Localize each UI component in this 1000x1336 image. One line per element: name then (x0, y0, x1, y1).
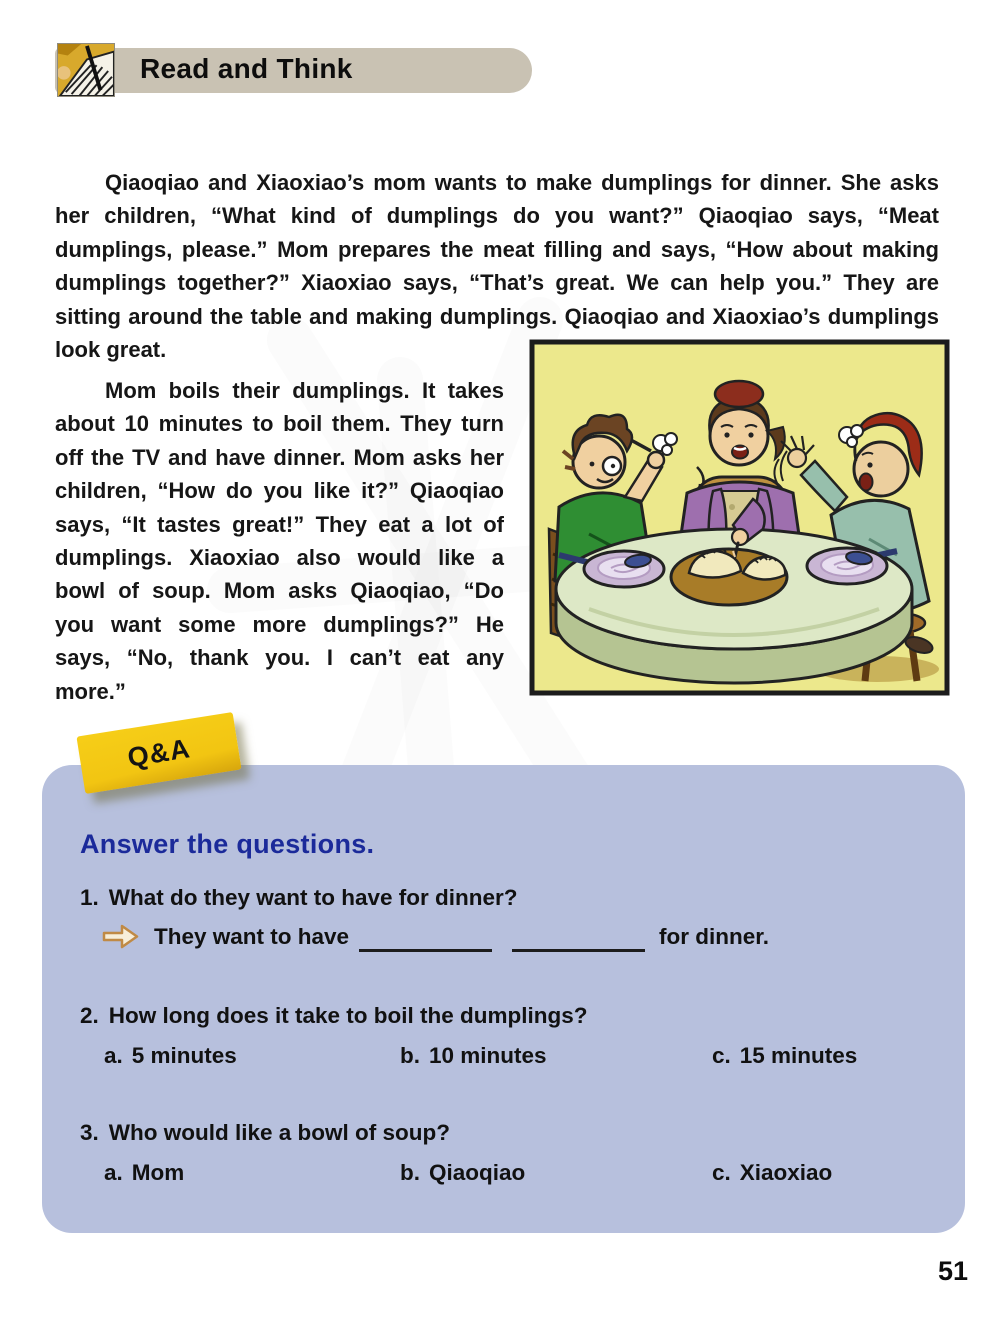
book-and-pen-icon (57, 43, 115, 97)
question-3-text: Who would like a bowl of soup? (108, 1120, 450, 1145)
question-3 (80, 1120, 450, 1146)
passage-paragraph-1: Qiaoqiao and Xiaoxiao’s mom wants to make dumplings for dinner. She asks her children, “What kind of dumplings do you want?” Qiaoqiao says, “Meat dumplings, please.” Mom prepares the meat filling and says, “How about making dumplings together?” Xiaoxiao says, “That’s great. We can help you.” They are sitting around the table and making dumplings. Qiaoqiao and Xiaoxiao’s dumplings look great. (55, 170, 939, 363)
question-2 (80, 1003, 588, 1029)
question-3-option-b: b. Qiaoqiao (400, 1160, 526, 1185)
question-2-option-c: c. 15 minutes (712, 1043, 858, 1068)
passage-paragraph-2: Mom boils their dumplings. It takes about 10 minutes to boil them. They turn off the TV and have dinner. Mom asks her children, “How do you like it?” Qiaoqiao says, “It tastes great!” They eat a lot of dumplings. Xiaoxiao also would like a bowl of soup. Mom asks Qiaoqiao, “Do you want some more dumplings?” He says, “No, thank you. I can’t eat any more.” (55, 378, 504, 704)
dumpling-plate (671, 549, 787, 605)
question-2-number: 2. (80, 1003, 99, 1028)
question-1-text: What do they want to have for dinner? (108, 885, 518, 910)
story-illustration (529, 339, 950, 696)
question-1 (80, 885, 518, 911)
question-2-option-b: b. 10 minutes (400, 1043, 547, 1068)
question-1-answer-line (102, 923, 769, 950)
section-title: Read and Think (140, 53, 353, 84)
answer-suffix: for dinner. (659, 923, 770, 949)
answer-box (42, 765, 965, 1233)
qa-tag: Q&A (76, 712, 241, 794)
answer-blank-1 (359, 927, 492, 952)
question-2-text: How long does it take to boil the dumplings? (108, 1003, 588, 1028)
right-arrow-icon (102, 923, 140, 950)
question-3-number: 3. (80, 1120, 99, 1145)
question-1-number: 1. (80, 885, 99, 910)
answer-box-heading: Answer the questions. (80, 829, 375, 859)
question-3-option-c: c. Xiaoxiao (712, 1160, 833, 1185)
answer-blank-2 (512, 927, 645, 952)
page-number: 51 (937, 1256, 968, 1286)
question-3-option-a: a. Mom (104, 1160, 185, 1185)
question-2-option-a: a. 5 minutes (104, 1043, 237, 1068)
answer-prefix: They want to have (154, 923, 350, 949)
